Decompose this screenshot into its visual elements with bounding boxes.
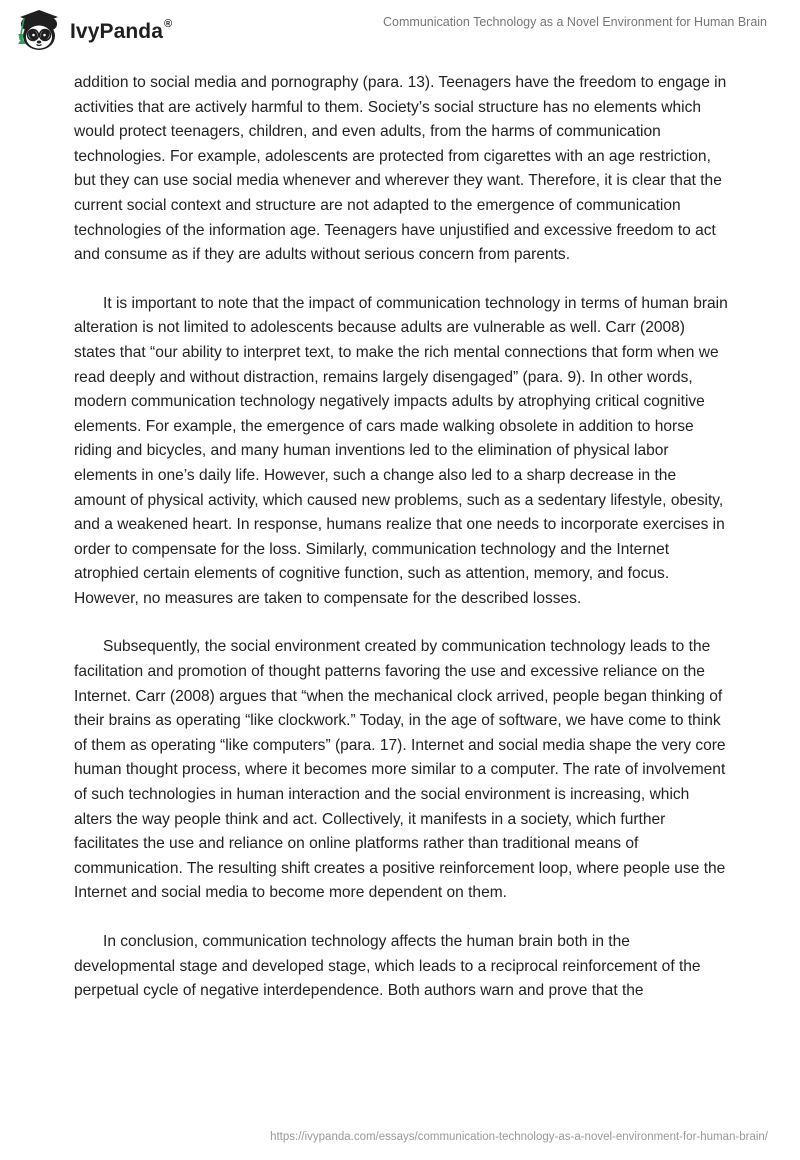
essay-body [74,71,728,1028]
panda-graduate-icon [14,8,66,54]
paragraph: addition to social media and pornography (para. 13). Teenagers have the freedom to engage in activities that are actively harmful to them. Society’s social structure has no elements which would protect teenagers, children, and even adults, from the harms of communication technologies. For example, adolescents are protected from cigarettes with an age restriction, but they can use social media whenever and wherever they want. Therefore, it is clear that the current social context and structure are not adapted to the emergence of communication technologies of the information age. Teenagers have unjustified and excessive freedom to act and consume as if they are adults without serious concern from parents. [74,74,727,264]
document-title: Communication Technology as a Novel Environment for Human Brain [383,15,767,29]
brand-name [70,20,172,44]
paragraph: In conclusion, communication technology affects the human brain both in the developmental stage and developed stage, which leads to a reciprocal reinforcement of the perpetual cycle of negative interdependence. Both authors warn and prove that the [74,933,701,1000]
registered-mark: ® [164,18,173,30]
page-header [0,0,800,62]
source-url[interactable]: https://ivypanda.com/essays/communication-technology-as-a-novel-environment-for-human-brain/ [270,1131,768,1143]
paragraph: It is important to note that the impact of communication technology in terms of human brain alteration is not limited to adolescents because adults are vulnerable as well. Carr (2008) states that “our ability to interpret text, to make the rich mental connections that form when we read deeply and without distraction, remains largely disengaged” (para. 9). In other words, modern communication technology negatively impacts adults by atrophying critical cognitive elements. For example, the emergence of cars made walking obsolete in addition to horse riding and bicycles, and many human inventions led to the elimination of physical labor elements in one’s daily life. However, such a change also led to a sharp decrease in the amount of physical activity, which caused new problems, such as a sedentary lifestyle, obesity, and a weakened heart. In response, humans realize that one needs to incorporate exercises in order to compensate for the loss. Similarly, communication technology and the Internet atrophied certain elements of cognitive function, such as attention, memory, and focus. However, no measures are taken to compensate for the described losses. [74,294,728,607]
paragraph: Subsequently, the social environment created by communication technology leads to the facilitation and promotion of thought patterns favoring the use and excessive reliance on the Internet. Carr (2008) argues that “when the mechanical clock arrived, people began thinking of their brains as operating “like clockwork.” Today, in the age of software, we have come to think of them as operating “like computers” (para. 17). Internet and social media shape the very core human thought process, where it becomes more similar to a computer. The rate of involvement of such technologies in human interaction and the social environment is increasing, which alters the way people think and act. Collectively, it manifests in a society, which further facilitates the use and reliance on online platforms rather than traditional means of communication. The resulting shift creates a positive reinforcement loop, where people use the Internet and social media to become more dependent on them. [74,638,726,902]
brand-name-text: IvyPanda [70,20,164,43]
ivypanda-logo[interactable] [14,8,172,54]
